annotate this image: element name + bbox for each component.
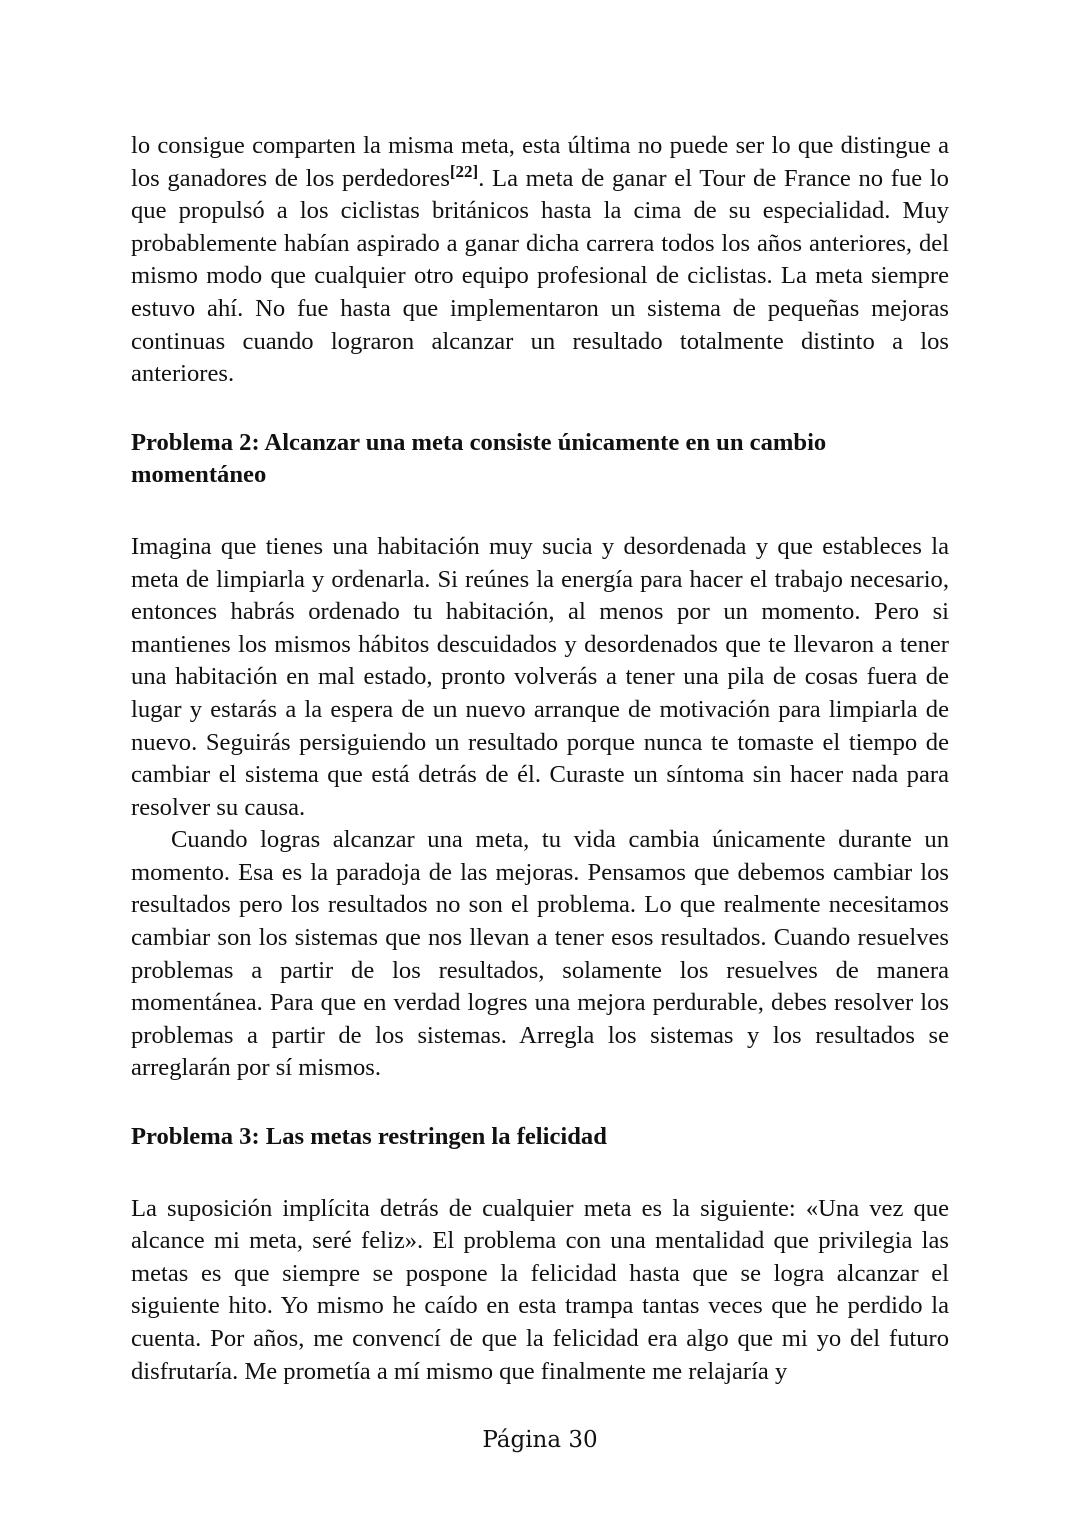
paragraph-happiness-assumption: La suposición implícita detrás de cualquier meta es la siguiente: «Una vez que alcance mi meta, seré feliz». El problema con una mentalidad que privilegia las metas es que siempre se pospone la felicidad hasta que se logra alcanzar el siguiente hito. Yo mismo he caído en esta trampa tantas veces que he perdido la cuenta. Por años, me convencí de que la felicidad era algo que mi yo del futuro disfrutaría. Me prometía a mí mismo que finalmente me relajaría y xyxy=(131,1194,949,1385)
document-page xyxy=(131,130,949,1388)
footnote-reference[interactable]: [22] xyxy=(449,161,479,181)
spacer xyxy=(131,492,949,531)
page-number: Página 30 xyxy=(482,1427,598,1453)
paragraph-text: . La meta de ganar el Tour de France no fue lo que propulsó a los ciclistas británicos hasta la cima de su especialidad. Muy probablemente habían aspirado a ganar dicha carrera todos los años anteriores, del mismo modo que cualquier otro equipo profesional de ciclistas. La meta siempre estuvo ahí. No fue hasta que implementaron un sistema de pequeñas mejoras continuas cuando lograron alcanzar un resultado totalmente distinto a los anteriores. xyxy=(131,164,949,388)
paragraph-text: lo consigue comparten la misma meta, esta última no puede ser lo que distingue a los ganadores de los perdedores xyxy=(131,132,949,192)
spacer xyxy=(131,1154,949,1193)
spacer xyxy=(131,391,949,427)
paragraph-goals-winners xyxy=(131,130,949,391)
section-heading-problem-3: Problema 3: Las metas restringen la felicidad xyxy=(131,1123,607,1151)
section-heading-problem-2: Problema 2: Alcanzar una meta consiste únicamente en un cambio momentáneo xyxy=(131,428,827,489)
paragraph-messy-room: Imagina que tienes una habitación muy sucia y desordenada y que estableces la meta de limpiarla y ordenarla. Si reúnes la energía para hacer el trabajo necesario, entonces habrás ordenado tu habitación, al menos por un momento. Pero si mantienes los mismos hábitos descuidados y desordenados que te llevaron a tener una habitación en mal estado, pronto volverás a tener una pila de cosas fuera de lugar y estarás a la espera de un nuevo arranque de motivación para limpiarla de nuevo. Seguirás persiguiendo un resultado porque nunca te tomaste el tiempo de cambiar el sistema que está detrás de él. Curaste un síntoma sin hacer nada para resolver su causa. xyxy=(131,532,949,821)
spacer xyxy=(131,1085,949,1121)
paragraph-paradox-improvement: Cuando logras alcanzar una meta, tu vida cambia únicamente durante un momento. Esa es la paradoja de las mejoras. Pensamos que debemos cambiar los resultados pero los resultados no son el problema. Lo que realmente necesitamos cambiar son los sistemas que nos llevan a tener esos resultados. Cuando resuelves problemas a partir de los resultados, solamente los resuelves de manera momentánea. Para que en verdad logres una mejora perdurable, debes resolver los problemas a partir de los sistemas. Arregla los sistemas y los resultados se arreglarán por sí mismos. xyxy=(131,826,949,1082)
